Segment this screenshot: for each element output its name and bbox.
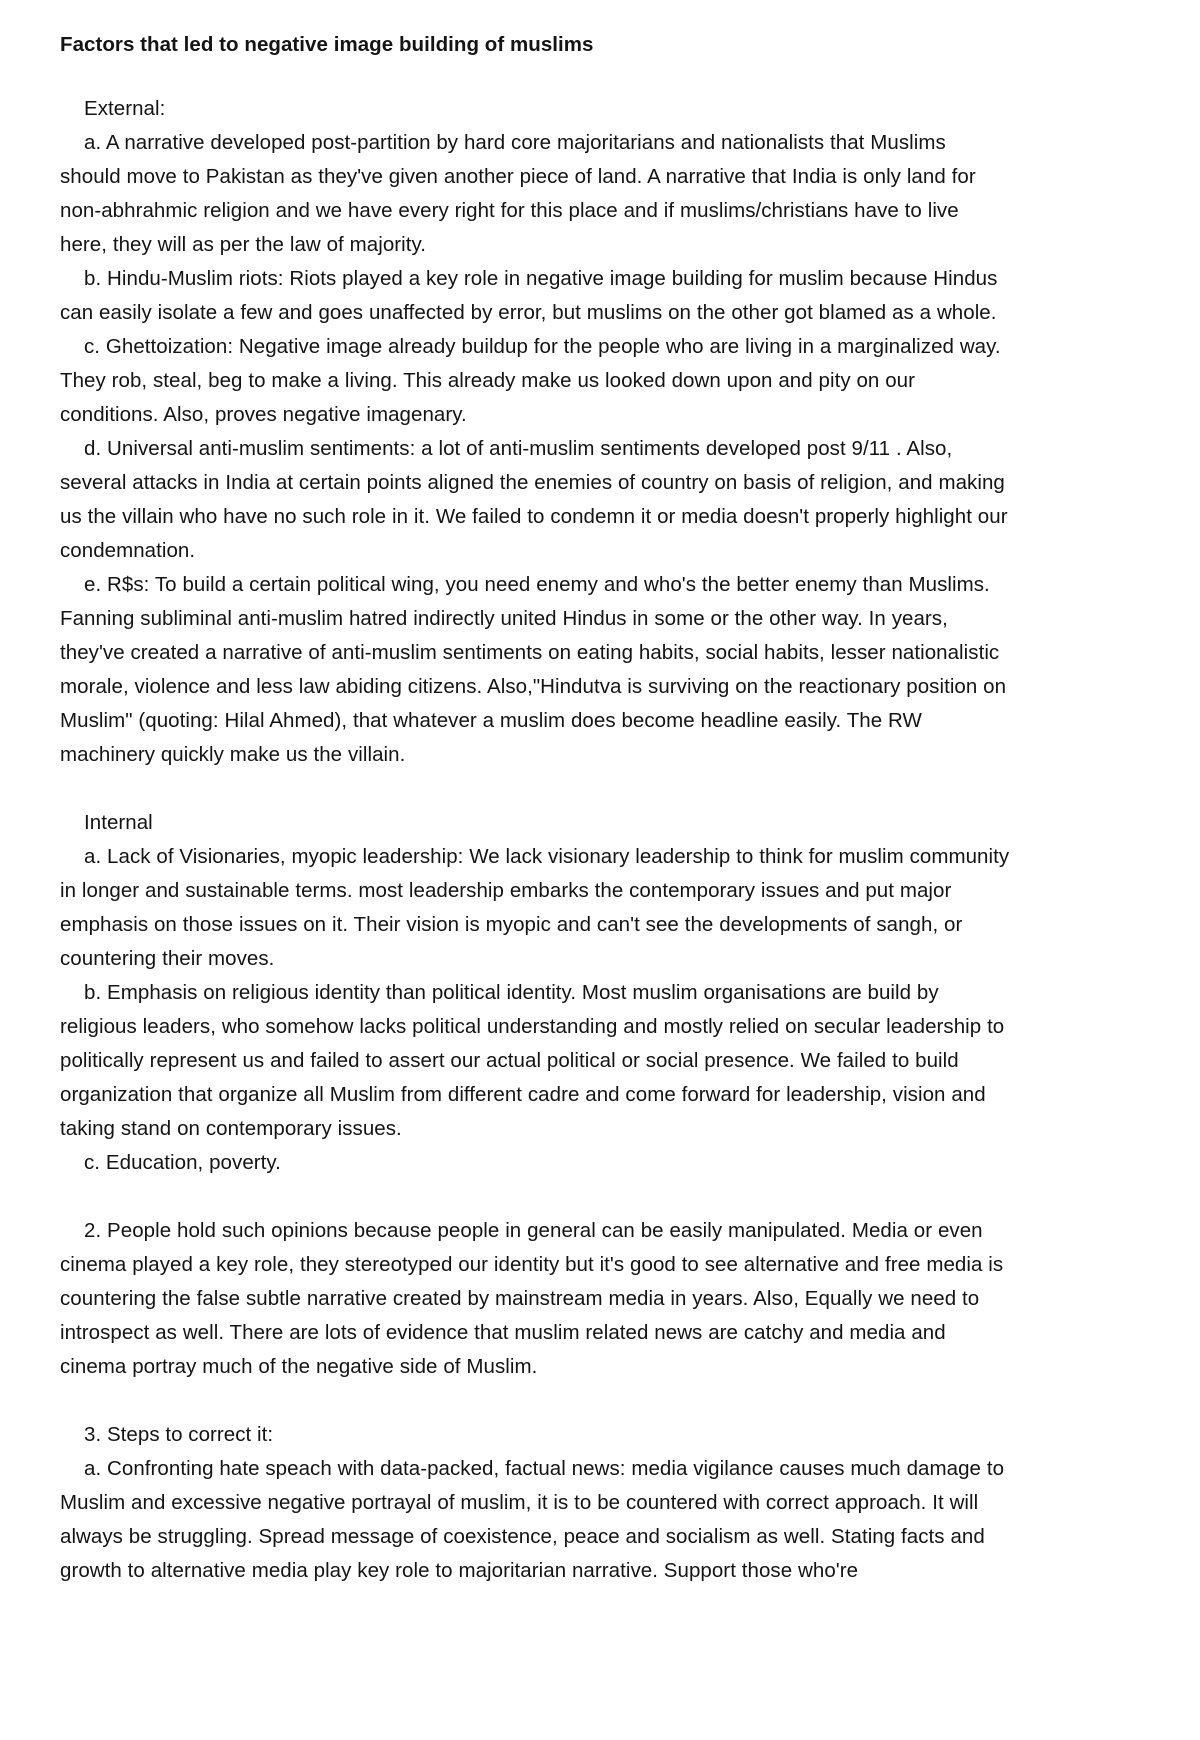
paragraph-external-b: b. Hindu-Muslim riots: Riots played a key role in negative image building for muslim because Hindus can easily isolate a few and goes unaffected by error, but muslims on the other got blamed as a whole. (60, 267, 998, 324)
paragraph-internal-c: c. Education, poverty. (84, 1151, 281, 1174)
document-body (60, 28, 1010, 1588)
section-external (60, 92, 1010, 772)
section-gap-2 (60, 1180, 1010, 1214)
page-title: Factors that led to negative image building of muslims (60, 33, 594, 56)
paragraph-external-e: e. R$s: To build a certain political wing, you need enemy and who's the better enemy than Muslims. Fanning subliminal anti-muslim hatred indirectly united Hindus in some or the other way. In years, they've created a narrative of anti-muslim sentiments on eating habits, social habits, lesser nationalistic morale, violence and less law abiding citizens. Also,"Hindutva is surviving on the reactionary position on Muslim" (quoting: Hilal Ahmed), that whatever a muslim does become headline easily. The RW machinery quickly make us the villain. (60, 573, 1007, 766)
section-heading-external: External: (84, 97, 166, 120)
section-point-2 (60, 1214, 1010, 1384)
section-heading-steps: 3. Steps to correct it: (84, 1423, 274, 1446)
section-gap-3 (60, 1384, 1010, 1418)
paragraph-external-a: a. A narrative developed post-partition by hard core majoritarians and nationalists that Muslims should move to Pakistan as they've given another piece of land. A narrative that India is only land for non-abhrahmic religion and we have every right for this place and if muslims/christians have to live here, they will as per the law of majority. (60, 131, 976, 256)
paragraph-internal-b: b. Emphasis on religious identity than political identity. Most muslim organisations are build by religious leaders, who somehow lacks political understanding and mostly relied on secular leadership to politically represent us and failed to assert our actual political or social presence. We failed to build organization that organize all Muslim from different cadre and come forward for leadership, vision and taking stand on contemporary issues. (60, 981, 1005, 1140)
paragraph-external-c: c. Ghettoization: Negative image already buildup for the people who are living in a marginalized way. They rob, steal, beg to make a living. This already make us looked down upon and pity on our conditions. Also, proves negative imagenary. (60, 335, 1001, 426)
section-heading-internal: Internal (84, 811, 153, 834)
section-point-3 (60, 1418, 1010, 1588)
section-internal (60, 806, 1010, 1180)
paragraph-steps-a: a. Confronting hate speach with data-packed, factual news: media vigilance causes much damage to Muslim and excessive negative portrayal of muslim, it is to be countered with correct approach. It will always be struggling. Spread message of coexistence, peace and socialism as well. Stating facts and growth to alternative media play key role to majoritarian narrative. Support those who're (60, 1457, 1005, 1582)
paragraph-point-2: 2. People hold such opinions because people in general can be easily manipulated. Media or even cinema played a key role, they stereotyped our identity but it's good to see alternative and free media is countering the false subtle narrative created by mainstream media in years. Also, Equally we need to introspect as well. There are lots of evidence that muslim related news are catchy and media and cinema portray much of the negative side of Muslim. (60, 1219, 1004, 1378)
paragraph-external-d: d. Universal anti-muslim sentiments: a lot of anti-muslim sentiments developed post 9/11 . Also, several attacks in India at certain points aligned the enemies of country on basis of religion, and making us the villain who have no such role in it. We failed to condemn it or media doesn't properly highlight our condemnation. (60, 437, 1008, 562)
section-gap-1 (60, 772, 1010, 806)
paragraph-internal-a: a. Lack of Visionaries, myopic leadership: We lack visionary leadership to think for muslim community in longer and sustainable terms. most leadership embarks the contemporary issues and put major emphasis on those issues on it. Their vision is myopic and can't see the developments of sangh, or countering their moves. (60, 845, 1010, 970)
